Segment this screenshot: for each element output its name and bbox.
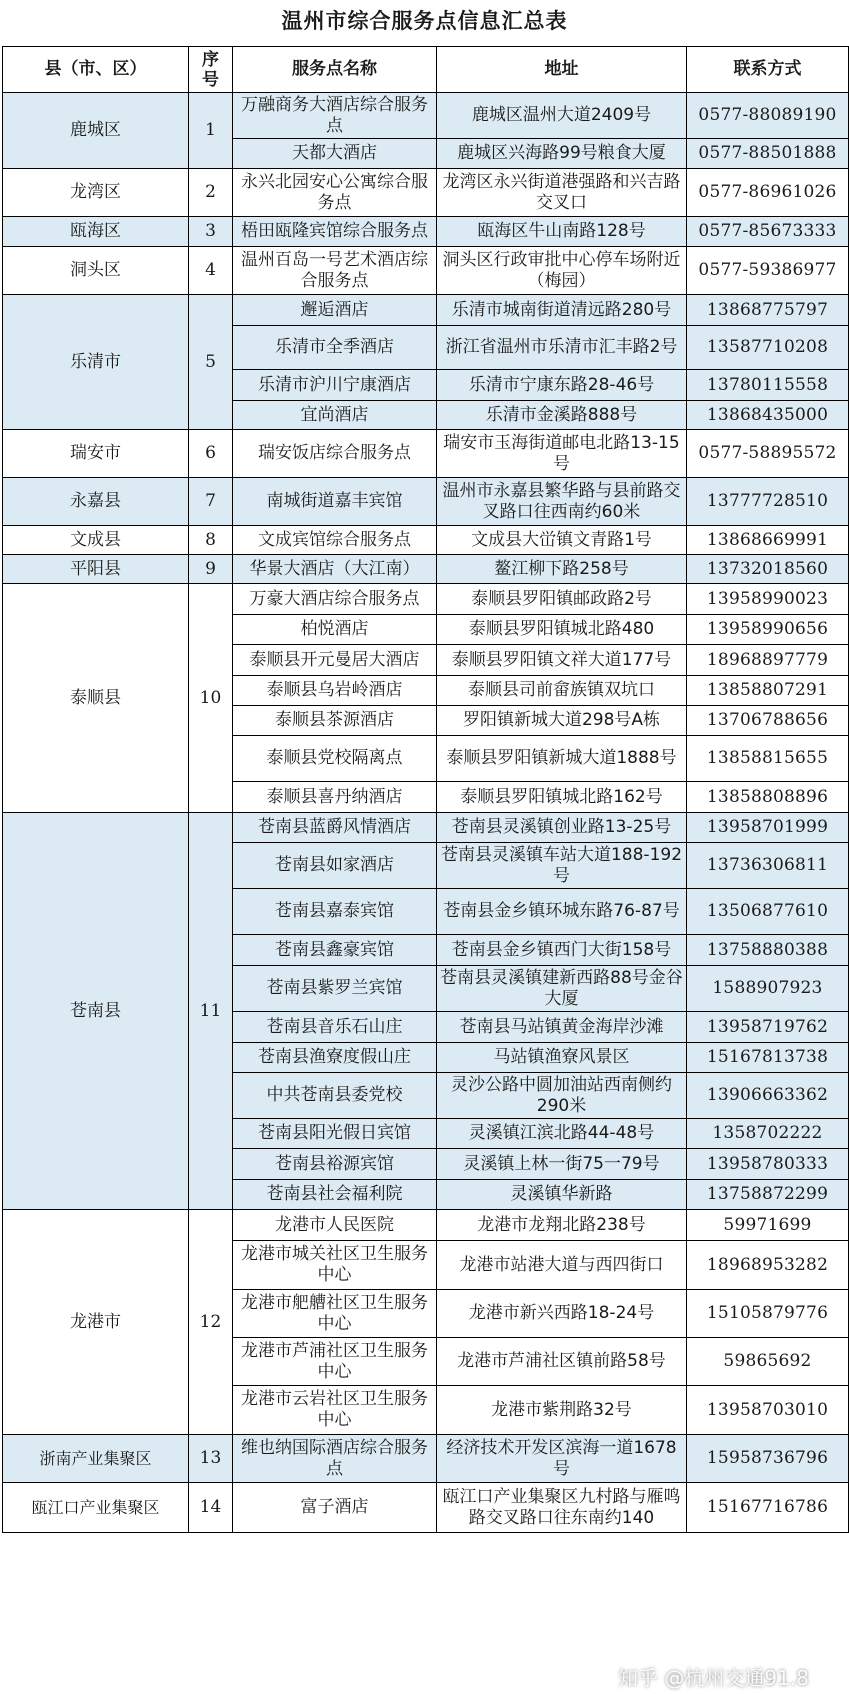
name-cell: 永兴北园安心公寓综合服务点 bbox=[233, 169, 437, 217]
address-cell: 乐清市城南街道清远路280号 bbox=[437, 295, 687, 326]
address-cell: 龙港市新兴西路18-24号 bbox=[437, 1290, 687, 1338]
contact-cell: 59971699 bbox=[687, 1210, 849, 1241]
name-cell: 泰顺县开元曼居大酒店 bbox=[233, 645, 437, 676]
name-cell: 梧田瓯隆宾馆综合服务点 bbox=[233, 217, 437, 247]
header-address: 地址 bbox=[437, 47, 687, 93]
name-cell: 龙港市人民医院 bbox=[233, 1210, 437, 1241]
table-row bbox=[3, 526, 849, 555]
name-cell: 泰顺县喜丹纳酒店 bbox=[233, 782, 437, 813]
address-cell: 龙湾区永兴街道港强路和兴吉路交叉口 bbox=[437, 169, 687, 217]
name-cell: 苍南县紫罗兰宾馆 bbox=[233, 966, 437, 1012]
name-cell: 华景大酒店（大江南） bbox=[233, 555, 437, 584]
name-cell: 龙港市舥艚社区卫生服务中心 bbox=[233, 1290, 437, 1338]
contact-cell: 13868435000 bbox=[687, 401, 849, 430]
address-cell: 泰顺县罗阳镇邮政路2号 bbox=[437, 584, 687, 615]
service-point-table bbox=[2, 46, 849, 1533]
address-cell: 瓯江口产业集聚区九村路与雁鸣路交叉路口往东南约140 bbox=[437, 1483, 687, 1533]
contact-cell: 13858815655 bbox=[687, 736, 849, 782]
address-cell: 马站镇渔寮风景区 bbox=[437, 1043, 687, 1073]
address-cell: 泰顺县罗阳镇城北路480 bbox=[437, 615, 687, 645]
contact-cell: 0577-88501888 bbox=[687, 139, 849, 169]
contact-cell: 15958736796 bbox=[687, 1435, 849, 1483]
contact-cell: 13506877610 bbox=[687, 889, 849, 935]
name-cell: 龙港市芦浦社区卫生服务中心 bbox=[233, 1338, 437, 1386]
county-cell: 平阳县 bbox=[3, 555, 189, 584]
table-row bbox=[3, 1210, 849, 1241]
county-cell: 龙湾区 bbox=[3, 169, 189, 217]
contact-cell: 59865692 bbox=[687, 1338, 849, 1386]
seq-cell: 10 bbox=[189, 584, 233, 813]
contact-cell: 13958701999 bbox=[687, 813, 849, 843]
contact-cell: 0577-59386977 bbox=[687, 247, 849, 295]
address-cell: 苍南县金乡镇西门大街158号 bbox=[437, 935, 687, 966]
table-row bbox=[3, 813, 849, 843]
seq-cell: 2 bbox=[189, 169, 233, 217]
address-cell: 文成县大峃镇文青路1号 bbox=[437, 526, 687, 555]
contact-cell: 13780115558 bbox=[687, 370, 849, 401]
county-cell: 文成县 bbox=[3, 526, 189, 555]
contact-cell: 13587710208 bbox=[687, 326, 849, 370]
name-cell: 文成宾馆综合服务点 bbox=[233, 526, 437, 555]
county-cell: 洞头区 bbox=[3, 247, 189, 295]
address-cell: 鹿城区温州大道2409号 bbox=[437, 93, 687, 139]
seq-cell: 9 bbox=[189, 555, 233, 584]
name-cell: 泰顺县茶源酒店 bbox=[233, 706, 437, 736]
name-cell: 富子酒店 bbox=[233, 1483, 437, 1533]
contact-cell: 0577-58895572 bbox=[687, 430, 849, 478]
table-row bbox=[3, 93, 849, 139]
contact-cell: 13758880388 bbox=[687, 935, 849, 966]
address-cell: 经济技术开发区滨海一道1678号 bbox=[437, 1435, 687, 1483]
address-cell: 龙港市站港大道与西四街口 bbox=[437, 1241, 687, 1290]
contact-cell: 13758872299 bbox=[687, 1180, 849, 1210]
contact-cell: 13706788656 bbox=[687, 706, 849, 736]
county-cell: 龙港市 bbox=[3, 1210, 189, 1435]
seq-cell: 6 bbox=[189, 430, 233, 478]
seq-cell: 3 bbox=[189, 217, 233, 247]
name-cell: 乐清市沪川宁康酒店 bbox=[233, 370, 437, 401]
seq-cell: 1 bbox=[189, 93, 233, 169]
name-cell: 南城街道嘉丰宾馆 bbox=[233, 478, 437, 526]
name-cell: 中共苍南县委党校 bbox=[233, 1073, 437, 1119]
contact-cell: 13958780333 bbox=[687, 1149, 849, 1180]
address-cell: 乐清市宁康东路28-46号 bbox=[437, 370, 687, 401]
contact-cell: 13958990656 bbox=[687, 615, 849, 645]
name-cell: 天都大酒店 bbox=[233, 139, 437, 169]
contact-cell: 13958703010 bbox=[687, 1386, 849, 1435]
contact-cell: 13958990023 bbox=[687, 584, 849, 615]
table-row bbox=[3, 584, 849, 615]
contact-cell: 13858807291 bbox=[687, 676, 849, 706]
header-contact: 联系方式 bbox=[687, 47, 849, 93]
name-cell: 瑞安饭店综合服务点 bbox=[233, 430, 437, 478]
name-cell: 苍南县鑫豪宾馆 bbox=[233, 935, 437, 966]
address-cell: 泰顺县司前畲族镇双坑口 bbox=[437, 676, 687, 706]
name-cell: 邂逅酒店 bbox=[233, 295, 437, 326]
address-cell: 鳌江柳下路258号 bbox=[437, 555, 687, 584]
address-cell: 灵溪镇江滨北路44-48号 bbox=[437, 1119, 687, 1149]
name-cell: 苍南县如家酒店 bbox=[233, 843, 437, 889]
seq-cell: 8 bbox=[189, 526, 233, 555]
name-cell: 苍南县音乐石山庄 bbox=[233, 1012, 437, 1043]
address-cell: 苍南县金乡镇环城东路76-87号 bbox=[437, 889, 687, 935]
address-cell: 温州市永嘉县繁华路与县前路交叉路口往西南约60米 bbox=[437, 478, 687, 526]
county-cell: 泰顺县 bbox=[3, 584, 189, 813]
name-cell: 宜尚酒店 bbox=[233, 401, 437, 430]
address-cell: 泰顺县罗阳镇城北路162号 bbox=[437, 782, 687, 813]
table-row bbox=[3, 478, 849, 526]
name-cell: 龙港市云岩社区卫生服务中心 bbox=[233, 1386, 437, 1435]
seq-cell: 4 bbox=[189, 247, 233, 295]
contact-cell: 1358702222 bbox=[687, 1119, 849, 1149]
address-cell: 浙江省温州市乐清市汇丰路2号 bbox=[437, 326, 687, 370]
name-cell: 苍南县裕源宾馆 bbox=[233, 1149, 437, 1180]
table-row bbox=[3, 169, 849, 217]
address-cell: 灵沙公路中圆加油站西南侧约290米 bbox=[437, 1073, 687, 1119]
name-cell: 龙港市城关社区卫生服务中心 bbox=[233, 1241, 437, 1290]
county-cell: 瓯海区 bbox=[3, 217, 189, 247]
address-cell: 瓯海区牛山南路128号 bbox=[437, 217, 687, 247]
contact-cell: 13736306811 bbox=[687, 843, 849, 889]
address-cell: 泰顺县罗阳镇新城大道1888号 bbox=[437, 736, 687, 782]
table-row bbox=[3, 1483, 849, 1533]
header-seq: 序号 bbox=[189, 47, 233, 93]
county-cell: 浙南产业集聚区 bbox=[3, 1435, 189, 1483]
address-cell: 乐清市金溪路888号 bbox=[437, 401, 687, 430]
seq-cell: 11 bbox=[189, 813, 233, 1210]
contact-cell: 0577-88089190 bbox=[687, 93, 849, 139]
address-cell: 洞头区行政审批中心停车场附近（梅园） bbox=[437, 247, 687, 295]
name-cell: 乐清市全季酒店 bbox=[233, 326, 437, 370]
contact-cell: 15105879776 bbox=[687, 1290, 849, 1338]
table-row bbox=[3, 1435, 849, 1483]
contact-cell: 13777728510 bbox=[687, 478, 849, 526]
address-cell: 苍南县灵溪镇车站大道188-192号 bbox=[437, 843, 687, 889]
watermark: 知乎 @杭州交通91.8 bbox=[618, 1666, 809, 1690]
name-cell: 万豪大酒店综合服务点 bbox=[233, 584, 437, 615]
county-cell: 永嘉县 bbox=[3, 478, 189, 526]
seq-cell: 7 bbox=[189, 478, 233, 526]
table-row bbox=[3, 555, 849, 584]
contact-cell: 13858808896 bbox=[687, 782, 849, 813]
address-cell: 泰顺县罗阳镇文祥大道177号 bbox=[437, 645, 687, 676]
name-cell: 泰顺县乌岩岭酒店 bbox=[233, 676, 437, 706]
contact-cell: 15167716786 bbox=[687, 1483, 849, 1533]
table-body bbox=[3, 93, 849, 1533]
address-cell: 苍南县灵溪镇建新西路88号金谷大厦 bbox=[437, 966, 687, 1012]
name-cell: 柏悦酒店 bbox=[233, 615, 437, 645]
address-cell: 灵溪镇华新路 bbox=[437, 1180, 687, 1210]
county-cell: 瓯江口产业集聚区 bbox=[3, 1483, 189, 1533]
contact-cell: 13732018560 bbox=[687, 555, 849, 584]
contact-cell: 1588907923 bbox=[687, 966, 849, 1012]
seq-cell: 5 bbox=[189, 295, 233, 430]
county-cell: 鹿城区 bbox=[3, 93, 189, 169]
name-cell: 苍南县社会福利院 bbox=[233, 1180, 437, 1210]
name-cell: 维也纳国际酒店综合服务点 bbox=[233, 1435, 437, 1483]
address-cell: 灵溪镇上林一街75一79号 bbox=[437, 1149, 687, 1180]
name-cell: 万融商务大酒店综合服务点 bbox=[233, 93, 437, 139]
address-cell: 苍南县马站镇黄金海岸沙滩 bbox=[437, 1012, 687, 1043]
name-cell: 温州百岛一号艺术酒店综合服务点 bbox=[233, 247, 437, 295]
contact-cell: 13868669991 bbox=[687, 526, 849, 555]
table-row bbox=[3, 217, 849, 247]
address-cell: 瑞安市玉海街道邮电北路13-15号 bbox=[437, 430, 687, 478]
address-cell: 苍南县灵溪镇创业路13-25号 bbox=[437, 813, 687, 843]
header-name: 服务点名称 bbox=[233, 47, 437, 93]
contact-cell: 13906663362 bbox=[687, 1073, 849, 1119]
header-row bbox=[3, 47, 849, 93]
seq-cell: 14 bbox=[189, 1483, 233, 1533]
name-cell: 泰顺县党校隔离点 bbox=[233, 736, 437, 782]
contact-cell: 15167813738 bbox=[687, 1043, 849, 1073]
contact-cell: 13958719762 bbox=[687, 1012, 849, 1043]
address-cell: 龙港市芦浦社区镇前路58号 bbox=[437, 1338, 687, 1386]
contact-cell: 0577-85673333 bbox=[687, 217, 849, 247]
contact-cell: 0577-86961026 bbox=[687, 169, 849, 217]
name-cell: 苍南县蓝爵风情酒店 bbox=[233, 813, 437, 843]
address-cell: 鹿城区兴海路99号粮食大厦 bbox=[437, 139, 687, 169]
county-cell: 苍南县 bbox=[3, 813, 189, 1210]
county-cell: 乐清市 bbox=[3, 295, 189, 430]
table-row bbox=[3, 247, 849, 295]
contact-cell: 18968953282 bbox=[687, 1241, 849, 1290]
table-row bbox=[3, 430, 849, 478]
name-cell: 苍南县渔寮度假山庄 bbox=[233, 1043, 437, 1073]
seq-cell: 12 bbox=[189, 1210, 233, 1435]
contact-cell: 13868775797 bbox=[687, 295, 849, 326]
table-row bbox=[3, 295, 849, 326]
name-cell: 苍南县嘉泰宾馆 bbox=[233, 889, 437, 935]
address-cell: 龙港市龙翔北路238号 bbox=[437, 1210, 687, 1241]
address-cell: 罗阳镇新城大道298号A栋 bbox=[437, 706, 687, 736]
address-cell: 龙港市紫荆路32号 bbox=[437, 1386, 687, 1435]
seq-cell: 13 bbox=[189, 1435, 233, 1483]
header-county: 县（市、区） bbox=[3, 47, 189, 93]
county-cell: 瑞安市 bbox=[3, 430, 189, 478]
contact-cell: 18968897779 bbox=[687, 645, 849, 676]
page-title: 温州市综合服务点信息汇总表 bbox=[281, 9, 568, 33]
name-cell: 苍南县阳光假日宾馆 bbox=[233, 1119, 437, 1149]
